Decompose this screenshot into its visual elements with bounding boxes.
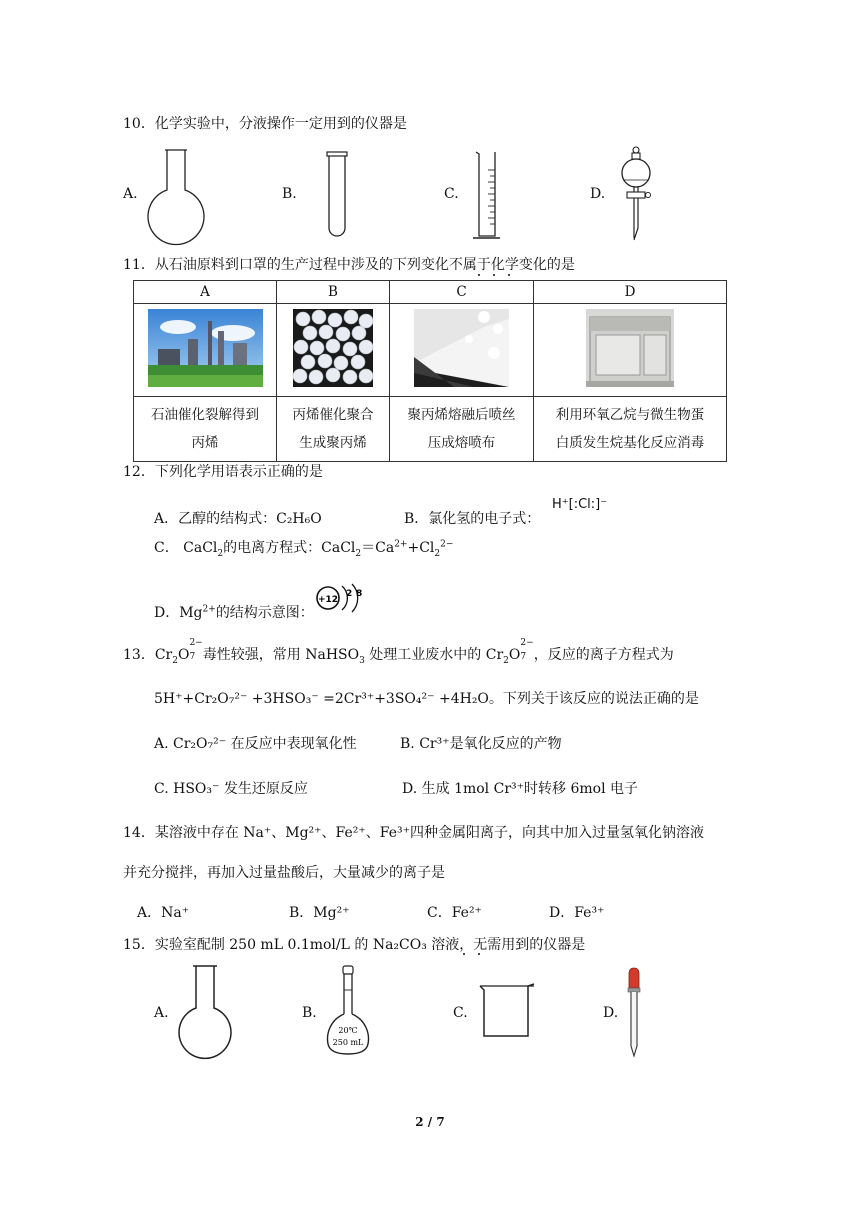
cell-b-text: 丙烯催化聚合 生成聚丙烯 [277,397,390,462]
question-11: 11．从石油原料到口罩的生产过程中涉及的下列变化不属于化学变化的是 [123,257,575,273]
photo-cell-a [134,304,277,397]
cell-c-text: 聚丙烯熔融后喷丝 压成熔喷布 [390,397,534,462]
question-13-line-2: 5H⁺+Cr₂O₇²⁻ +3HSO₃⁻ =2Cr³⁺+3SO₄²⁻ +4H₂O。下列关于该反应的说法正确的是 [154,691,699,707]
q15-option-b-label: B. [302,1005,317,1021]
q10-option-c-label: C. [444,186,459,202]
refinery-photo [148,309,263,387]
pellets-photo [293,309,373,387]
page-number: 2 / 7 [415,1115,445,1129]
beaker-icon [476,982,538,1042]
emphasis-not-belong: 不属于 [448,257,491,273]
q12-option-d: D．$Mg^{2+}$的结构示意图： [154,604,314,621]
q12-option-b: B．氯化氢的电子式： [404,511,541,527]
photo-cell-c [390,304,534,397]
question-10: 10．化学实验中，分液操作一定用到的仪器是 [123,116,407,132]
q10-option-b-label: B. [282,186,297,202]
table-header-a: A [134,281,277,304]
test-tube-icon [323,150,353,242]
photo-cell-b [277,304,390,397]
q14-option-d: D．Fe³⁺ [549,905,605,921]
separatory-funnel-icon [616,146,656,244]
q14-option-b: B．Mg²⁺ [289,905,350,921]
question-15: 15．实验室配制 250 mL 0.1mol/L 的 Na₂CO₃ 溶液，无需用到的仪器是 [123,937,586,953]
question-12: 12．下列化学用语表示正确的是 [123,464,323,480]
flask-volume-label: 250 mL [332,1038,364,1047]
flask-temperature-label: 20℃ [338,1026,358,1035]
svg-text:+12: +12 [317,595,339,605]
emphasis-no-need: 无需 [473,937,502,953]
q11-options-table [133,280,727,462]
question-14-line-2: 并充分搅拌，再加入过量盐酸后，大量减少的离子是 [123,865,445,881]
emphasis-dot [478,953,480,955]
q12-option-c: C． CaCl$_2$的电离方程式：$CaCl_2=Ca^{2+}+Cl_2^{2-}$ [154,539,454,559]
q13-option-c: C. HSO₃⁻ 发生还原反应 [154,781,308,797]
svg-text:8: 8 [356,589,363,599]
q13-option-b: B. Cr³⁺是氧化反应的产物 [400,736,562,752]
cell-a-text: 石油催化裂解得到 丙烯 [134,397,277,462]
cell-d-text: 利用环氧乙烷与微生物蛋 白质发生烷基化反应消毒 [534,397,727,462]
svg-text:2: 2 [346,589,353,599]
table-header-c: C [390,281,534,304]
q14-option-c: C．Fe²⁺ [427,905,482,921]
emphasis-dot [463,953,465,955]
q10-option-d-label: D. [590,186,606,202]
q13-option-d: D. 生成 1mol Cr³⁺时转移 6mol 电子 [402,781,639,797]
emphasis-dot [493,274,495,276]
q10-option-a-label: A. [123,186,138,202]
q12-option-a: A．乙醇的结构式：C₂H₆O [154,511,322,527]
hcl-electron-formula: H⁺[:Cl:]⁻ [552,497,608,512]
question-14-line-1: 14．某溶液中存在 Na⁺、Mg²⁺、Fe²⁺、Fe³⁺四种金属阳离子，向其中加入过量氢氧化钠溶液 [123,825,705,841]
emphasis-dot [478,274,480,276]
table-header-d: D [534,281,727,304]
emphasis-dot [508,274,510,276]
graduated-cylinder-icon [470,150,504,242]
meltblown-fabric-photo [414,309,509,387]
table-header-b: B [277,281,390,304]
q15-option-d-label: D. [603,1005,619,1021]
photo-cell-d [534,304,727,397]
question-13-line-1: 13．$Cr_2O$ 2− 7 毒性较强，常用 NaHSO$_3$ 处理工业废水中的 $Cr_2O$ 2− 7 ，反应的离子方程式为 [123,638,674,666]
q15-option-c-label: C. [453,1005,468,1021]
round-bottom-flask-icon [176,962,238,1060]
q14-option-a: A．Na⁺ [137,905,190,921]
mg-ion-structure-diagram [314,578,364,618]
q15-option-a-label: A. [154,1005,169,1021]
volumetric-flask-icon [324,964,372,1058]
q13-option-a: A. Cr₂O₇²⁻ 在反应中表现氧化性 [154,736,357,752]
sterilizer-photo [586,309,674,387]
round-bottom-flask-icon [143,148,223,244]
dropper-icon [624,966,644,1060]
